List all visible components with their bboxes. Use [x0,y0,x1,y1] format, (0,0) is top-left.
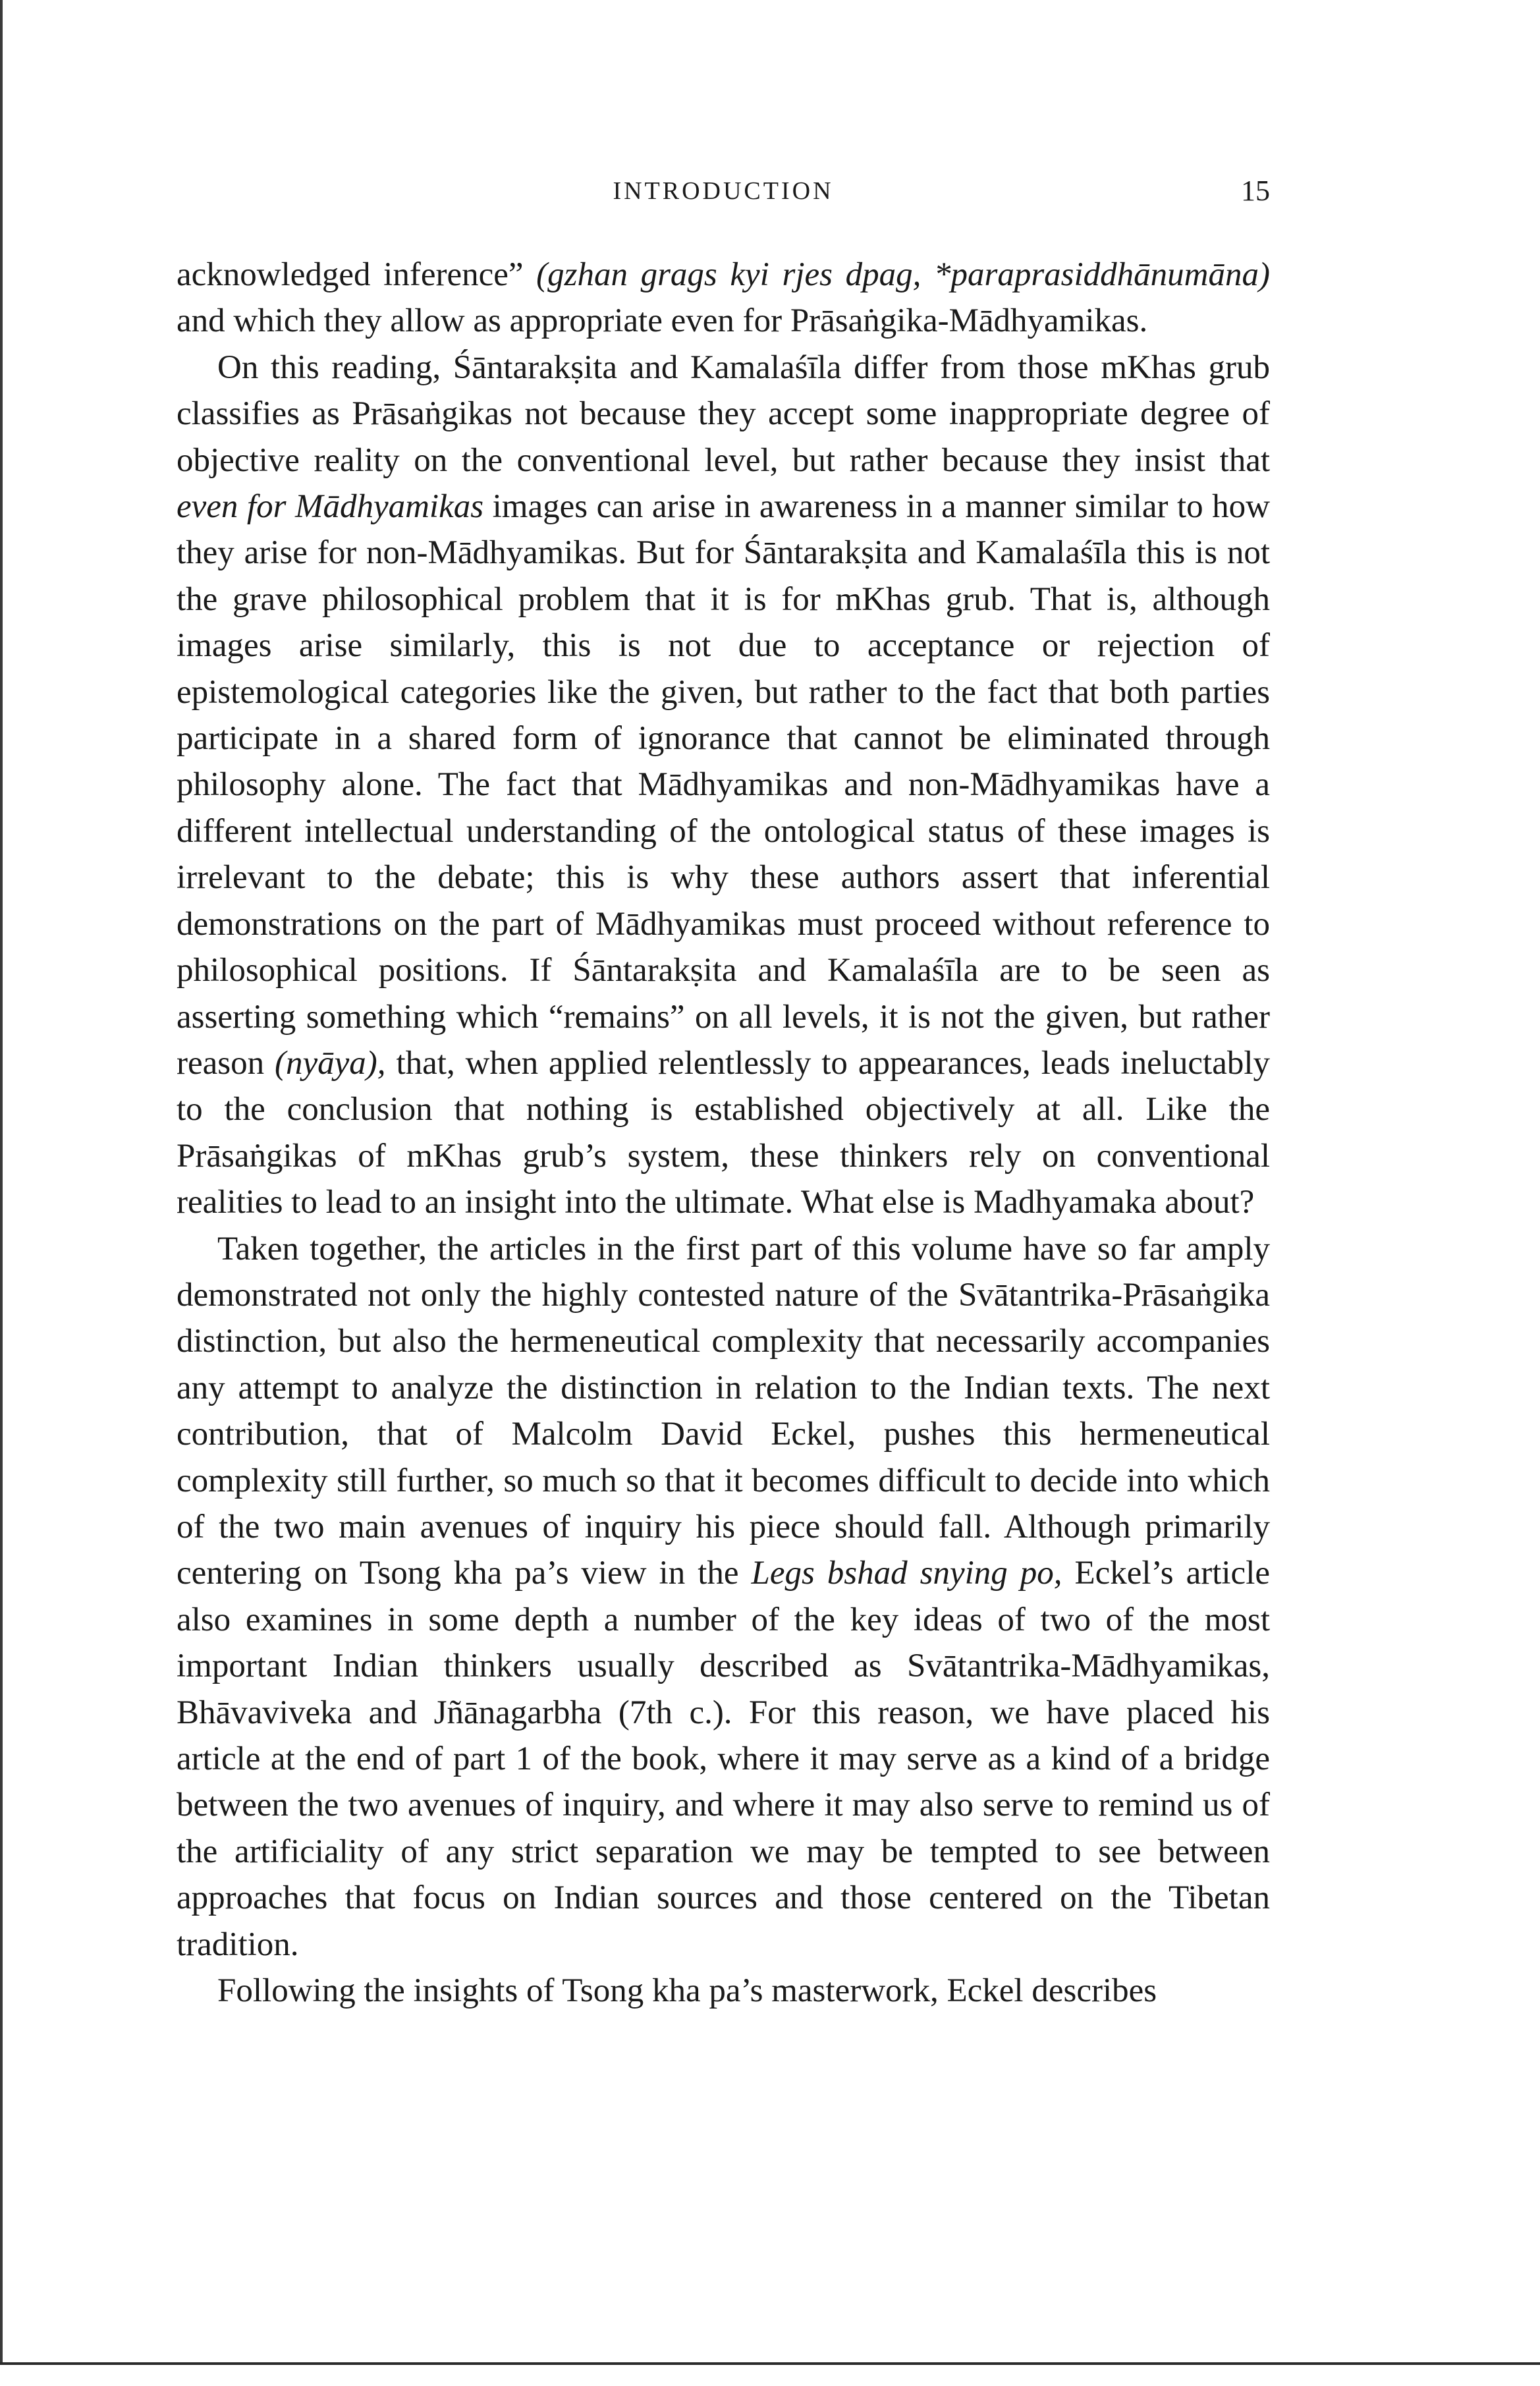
body-text [177,252,1270,2014]
scan-edge-left [0,0,3,2365]
italic-text: (gzhan grags kyi rjes dpag, *paraprasiddhānumāna) [536,256,1270,293]
page-number: 15 [1241,175,1270,207]
text-run: Following the insights of Tsong kha pa’s masterwork, Eckel describes [217,1972,1157,2010]
text-run: images can arise in awareness in a manner similar to how they arise for non-Mādhyamikas. But for Śāntarakṣita and Kamalaśīla this is not the grave philosophical problem that it is for mKhas grub. That is, although images arise similarly, this is not due to acceptance or rejection of epistemological categories like the given, but rather to the fact that both parties participate in a shared form of ignorance that cannot be eliminated through philosophy alone. The fact that Mādhyamikas and non-Mādhyamikas have a different intellectual understanding of the ontological status of these images is irrelevant to the debate; this is why these authors assert that inferential demonstrations on the part of Mādhyamikas must proceed without reference to philosophical positions. If Śāntarakṣita and Kamalaśīla are to be seen as asserting something which “remains” on all levels, it is not the given, but rather reason [177,488,1270,1082]
text-run: that, when applied relentlessly to appearances, leads ineluctably to the conclusion that nothing is established objectively at all. Like the Prāsaṅgikas of mKhas grub’s system, these thinkers rely on conventional realities to lead to an insight into the ultimate. What else is Madhyamaka about? [177,1044,1271,1221]
italic-text: Legs bshad snying po, [751,1555,1062,1592]
paragraph [177,1968,1270,2014]
text-run: Eckel’s article also examines in some depth a number of the key ideas of two of the most important Indian thinkers usually described as Svātantrika-Mādhyamikas, Bhāvaviveka and Jñānagarbha (7th c.). For this reason, we have placed his article at the end of part 1 of the book, where it may serve as a kind of a bridge between the two avenues of inquiry, and where it may also serve to remind us of the artificiality of any strict separation we may be tempted to see between approaches that focus on Indian sources and those centered on the Tibetan tradition. [177,1555,1270,1963]
text-run: and which they allow as appropriate even for Prāsaṅgika-Mādhyamikas. [177,302,1148,340]
scan-edge-bottom [0,2362,1540,2365]
paragraph [177,345,1270,1226]
paragraph [177,252,1270,345]
text-run: acknowledged inference” [177,256,537,293]
running-head [177,171,1270,211]
book-page [177,171,1270,2014]
italic-text: (nyāya), [275,1044,386,1082]
running-title: INTRODUCTION [613,177,834,205]
italic-text: even for Mādhyamikas [177,488,484,526]
text-run: On this reading, Śāntarakṣita and Kamalaśīla differ from those mKhas grub classifies as Prāsaṅgikas not because they accept some inappropriate degree of objective reality on the conventional level, but rather because they insist that [177,348,1270,479]
paragraph [177,1226,1270,1968]
text-run: Taken together, the articles in the first part of this volume have so far amply demonstrated not only the highly contested nature of the Svātantrika-Prāsaṅgika distinction, but also the hermeneutical complexity that necessarily accompanies any attempt to analyze the distinction in relation to the Indian texts. The next contribution, that of Malcolm David Eckel, pushes this hermeneutical complexity still further, so much so that it becomes difficult to decide into which of the two main avenues of inquiry his piece should fall. Although primarily centering on Tsong kha pa’s view in the [177,1230,1270,1592]
